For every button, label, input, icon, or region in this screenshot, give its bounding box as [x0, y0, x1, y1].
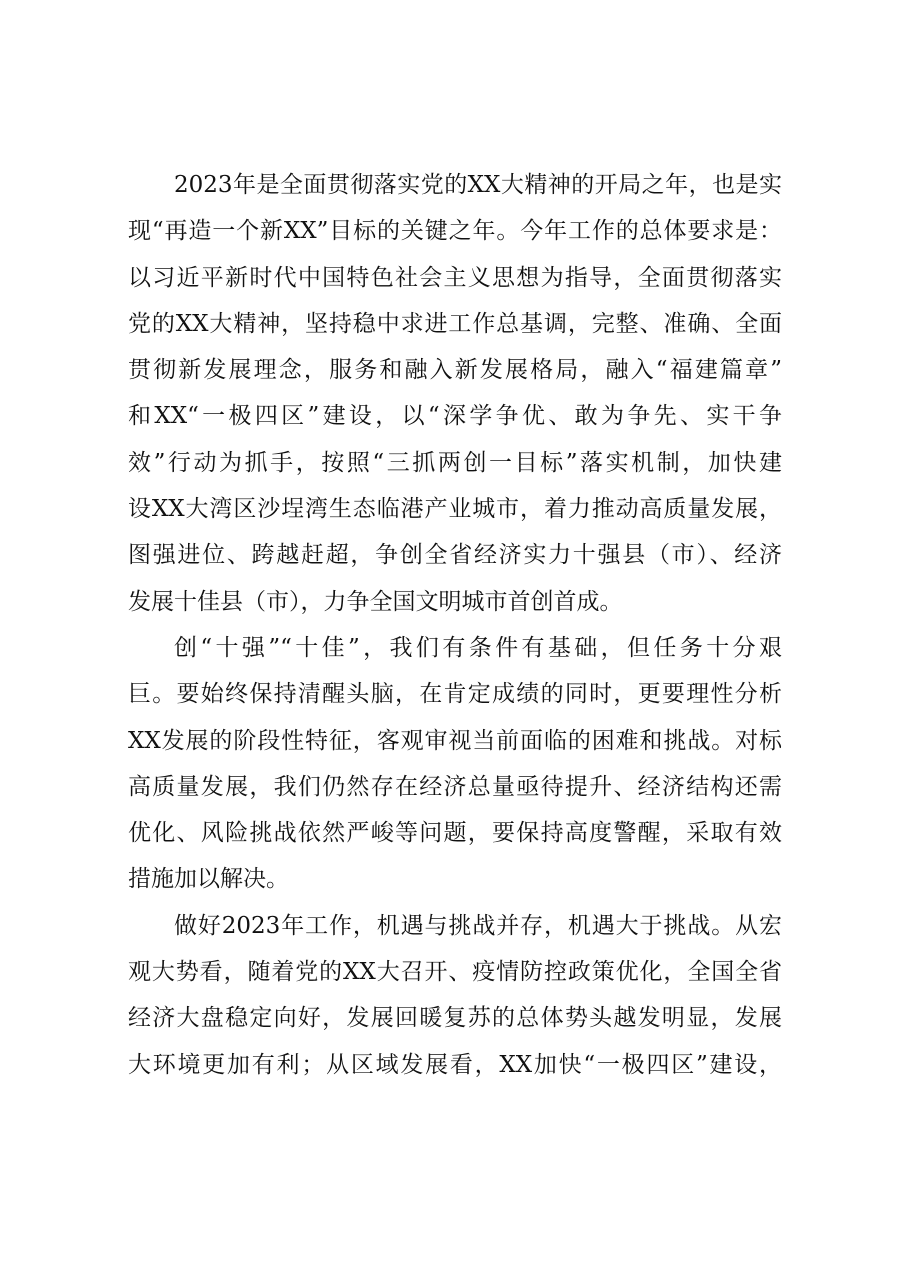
text-line: XX发展的阶段性特征，客观审视当前面临的困难和挑战。对标 [128, 727, 782, 754]
paragraph [128, 903, 782, 1088]
paragraph [128, 625, 782, 903]
text-line: 以习近平新时代中国特色社会主义思想为指导，全面贯彻落实 [128, 264, 782, 291]
text-line: 经济大盘稳定向好，发展回暖复苏的总体势头越发明显，发展 [128, 1005, 782, 1032]
text-line: 现“再造一个新XX”目标的关键之年。今年工作的总体要求是： [128, 218, 782, 245]
text-line: 效”行动为抓手，按照“三抓两创一目标”落实机制，加快建 [128, 449, 782, 476]
document-body [128, 162, 782, 1088]
text-line: 大环境更加有利；从区域发展看，XX加快“一极四区”建设， [128, 1051, 782, 1078]
text-line: 措施加以解决。 [128, 866, 289, 893]
text-line: 巨。要始终保持清醒头脑，在肯定成绩的同时，更要理性分析 [128, 681, 782, 708]
text-line: 发展十佳县（市），力争全国文明城市首创首成。 [128, 588, 623, 615]
text-line: 贯彻新发展理念，服务和融入新发展格局，融入“福建篇章” [128, 357, 782, 384]
text-line: 观大势看，随着党的XX大召开、疫情防控政策优化，全国全省 [128, 959, 782, 986]
text-line: 设XX大湾区沙埕湾生态临港产业城市，着力推动高质量发展， [128, 496, 782, 523]
text-line: 做好2023年工作，机遇与挑战并存，机遇大于挑战。从宏 [174, 912, 782, 939]
text-line: 优化、风险挑战依然严峻等问题，要保持高度警醒，采取有效 [128, 820, 782, 847]
text-line: 党的XX大精神，坚持稳中求进工作总基调，完整、准确、全面 [128, 310, 782, 337]
text-line: 高质量发展，我们仍然存在经济总量亟待提升、经济结构还需 [128, 773, 782, 800]
text-line: 和XX“一极四区”建设，以“深学争优、敢为争先、实干争 [128, 403, 782, 430]
text-line: 2023年是全面贯彻落实党的XX大精神的开局之年，也是实 [174, 172, 782, 198]
paragraph [128, 162, 782, 625]
text-line: 图强进位、跨越赶超，争创全省经济实力十强县（市）、经济 [128, 542, 782, 569]
text-line: 创“十强”“十佳”，我们有条件有基础，但任务十分艰 [174, 634, 782, 661]
